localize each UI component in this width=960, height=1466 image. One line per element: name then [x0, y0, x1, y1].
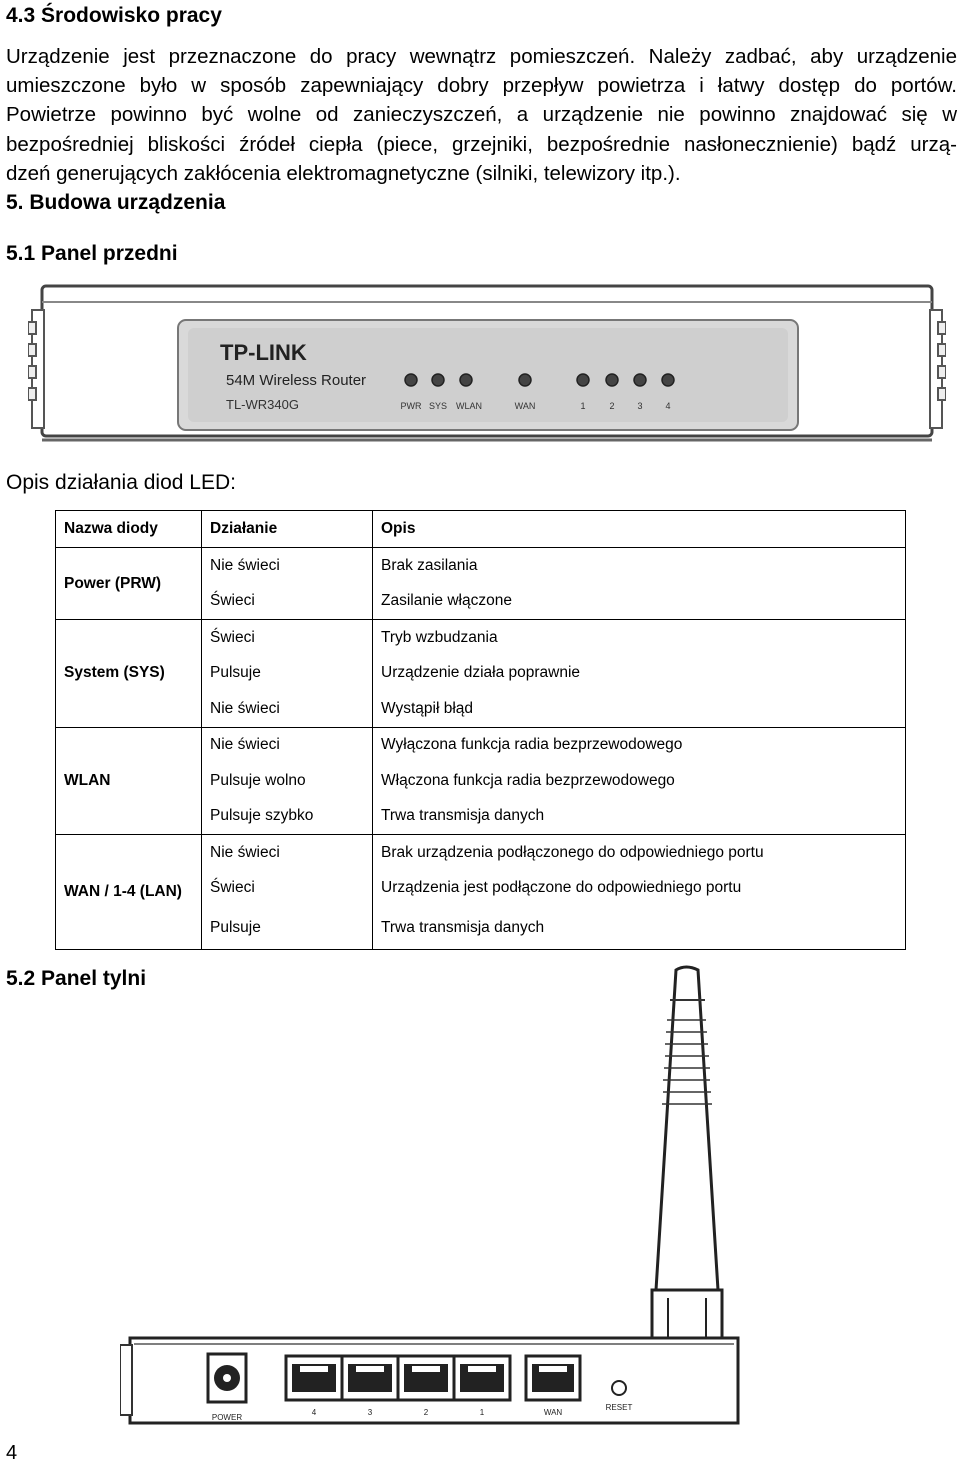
led-name: System (SYS)	[56, 620, 202, 728]
led-description: Zasilanie włączone	[373, 584, 906, 620]
section-heading-5-2: 5.2 Panel tylni	[6, 967, 147, 990]
table-header-row	[56, 511, 906, 548]
led-name: WAN / 1-4 (LAN)	[56, 835, 202, 950]
led-wlan	[460, 374, 472, 386]
led-description: Brak zasilania	[373, 548, 906, 584]
paragraph-line: Powietrze powinno być wolne od zanieczyszczeń, a urządzenie nie powinno znajdować się w	[6, 103, 957, 127]
reset-button-icon	[612, 1381, 626, 1395]
led-lan-2	[606, 374, 618, 386]
led-table	[55, 510, 906, 950]
led-action: Nie świeci	[202, 835, 373, 871]
table-row	[56, 548, 906, 584]
led-pwr	[405, 374, 417, 386]
led-label: 3	[637, 401, 643, 411]
led-lan-4	[662, 374, 674, 386]
led-action: Pulsuje	[202, 906, 373, 950]
led-description: Włączona funkcja radia bezprzewodowego	[373, 763, 906, 799]
led-description: Urządzenia jest podłączone do odpowiedniego portu	[373, 871, 906, 907]
led-name: Power (PRW)	[56, 548, 202, 620]
led-description: Urządzenie działa poprawnie	[373, 656, 906, 692]
led-description: Trwa transmisja danych	[373, 906, 906, 950]
led-wan	[519, 374, 531, 386]
led-description: Brak urządzenia podłączonego do odpowiedniego portu	[373, 835, 906, 871]
section-heading-4-3: 4.3 Środowisko pracy	[6, 4, 222, 27]
rear-port-label: 3	[367, 1408, 373, 1417]
led-label: 4	[665, 401, 671, 411]
led-sys	[432, 374, 444, 386]
led-description: Tryb wzbudzania	[373, 620, 906, 656]
led-action: Pulsuje wolno	[202, 763, 373, 799]
column-header: Opis	[373, 511, 906, 548]
led-action: Nie świeci	[202, 691, 373, 727]
section-heading-5-1: 5.1 Panel przedni	[6, 242, 178, 265]
rear-port-label: POWER	[211, 1413, 243, 1422]
led-label: WLAN	[455, 401, 483, 411]
led-lan-1	[577, 374, 589, 386]
led-label: 2	[609, 401, 615, 411]
model-line-text: 54M Wireless Router	[226, 372, 367, 389]
led-description: Wystąpił błąd	[373, 691, 906, 727]
led-label: SYS	[428, 401, 448, 411]
column-header: Nazwa diody	[56, 511, 202, 548]
rear-panel-illustration	[120, 960, 750, 1430]
led-table-caption: Opis działania diod LED:	[6, 471, 236, 494]
rear-port-label: WAN	[543, 1408, 563, 1417]
paragraph-line: dzeń generujących zakłócenia elektromagnetyczne (silniki, telewizory itp.).	[6, 161, 681, 185]
table-row	[56, 727, 906, 763]
model-text: TL-WR340G	[226, 397, 299, 412]
led-name: WLAN	[56, 727, 202, 835]
brand-logo-text: TP-LINK	[220, 340, 307, 365]
led-label: 1	[580, 401, 586, 411]
led-lan-3	[634, 374, 646, 386]
led-description: Trwa transmisja danych	[373, 799, 906, 835]
led-action: Pulsuje szybko	[202, 799, 373, 835]
led-label: PWR	[400, 401, 422, 411]
paragraph-line: Urządzenie jest przeznaczone do pracy wewnątrz pomieszczeń. Należy zadbać, aby urządzenie	[6, 45, 957, 68]
led-action: Świeci	[202, 584, 373, 620]
led-label: WAN	[514, 401, 536, 411]
environment-paragraph	[6, 42, 957, 188]
led-action: Świeci	[202, 620, 373, 656]
front-panel-illustration	[28, 282, 946, 456]
led-description: Wyłączona funkcja radia bezprzewodowego	[373, 727, 906, 763]
section-heading-5: 5. Budowa urządzenia	[6, 191, 226, 214]
table-row	[56, 620, 906, 656]
page-number: 4	[6, 1442, 18, 1464]
rear-port-label: 4	[311, 1408, 317, 1417]
led-action: Nie świeci	[202, 727, 373, 763]
paragraph-line: bezpośredniej bliskości źródeł ciepła (piece, grzejniki, bezpośrednie nasłonecznienie) bądź urzą-	[6, 132, 957, 156]
led-action: Nie świeci	[202, 548, 373, 584]
led-action: Pulsuje	[202, 656, 373, 692]
column-header: Działanie	[202, 511, 373, 548]
rear-port-label: 2	[423, 1408, 429, 1417]
led-action: Świeci	[202, 871, 373, 907]
paragraph-line: umieszczone było w sposób zapewniający dobry przepływ powietrza i łatwy dostęp do portów.	[6, 74, 957, 98]
rear-port-label: RESET	[605, 1403, 633, 1412]
rear-port-label: 1	[479, 1408, 485, 1417]
table-row	[56, 835, 906, 871]
